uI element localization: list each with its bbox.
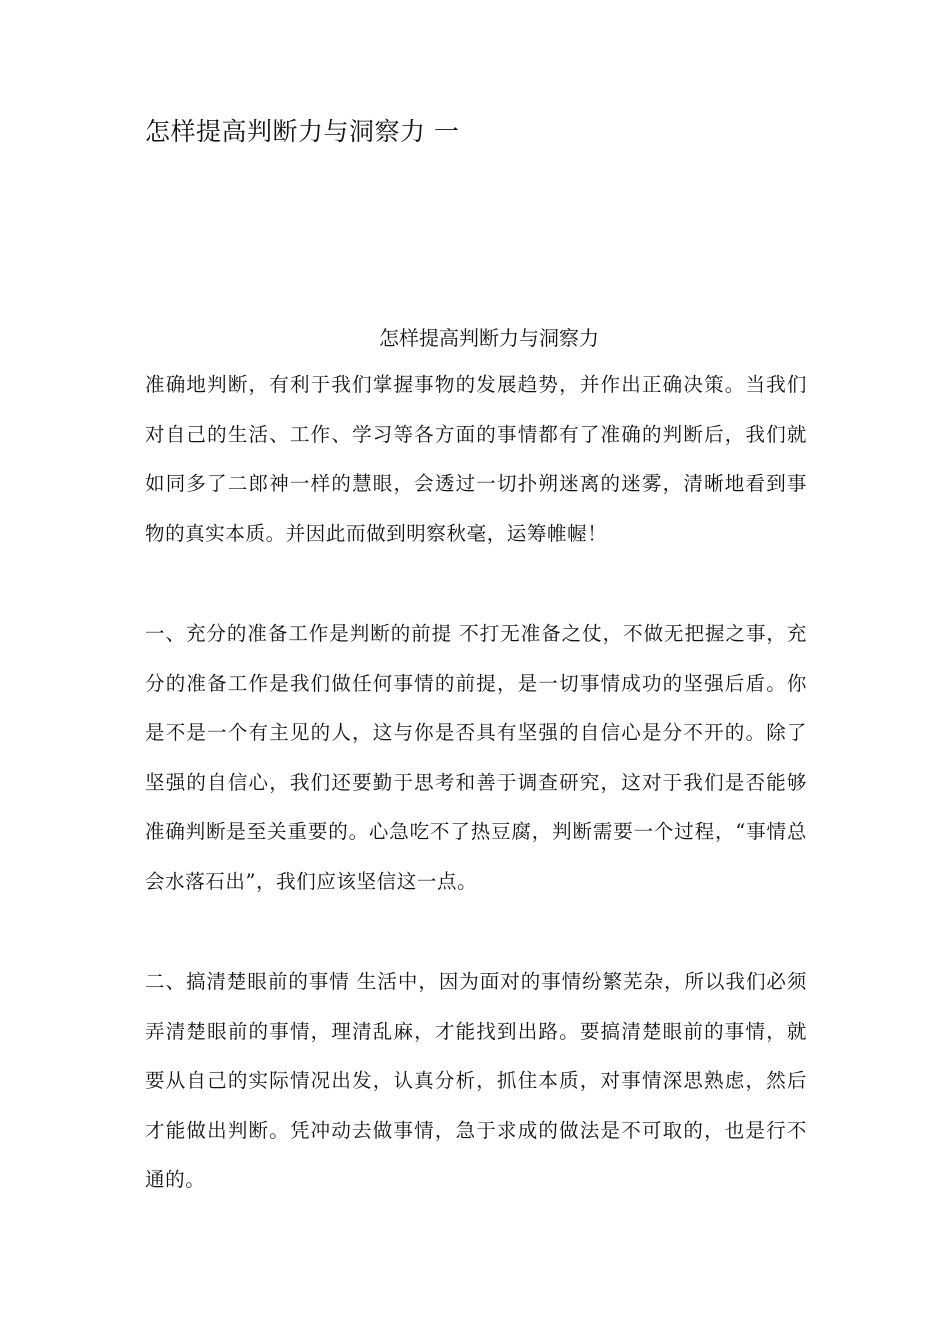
paragraph-intro: 准确地判断，有利于我们掌握事物的发展趋势，并作出正确决策。当我们对自己的生活、工作、学习等各方面的事情都有了准确的判断后，我们就如同多了二郎神一样的慧眼，会透过一切扑朔迷离的迷雾，清晰地看到事物的真实本质。并因此而做到明察秋毫，运筹帷幄！ [145,373,807,545]
article-title: 怎样提高判断力与洞察力 [379,326,599,350]
paragraph-section-two: 二、搞清楚眼前的事情 生活中，因为面对的事情纷繁芜杂，所以我们必须弄清楚眼前的事情，理清乱麻，才能找到出路。要搞清楚眼前的事情，就要从自己的实际情况出发，认真分析，抓住本质，对事情深思熟虑，然后才能做出判断。凭冲动去做事情，急于求成的做法是不可取的，也是行不通的。 [145,970,807,1191]
document-heading: 怎样提高判断力与洞察力 一 [145,117,460,146]
paragraph-section-one: 一、充分的准备工作是判断的前提 不打无准备之仗，不做无把握之事，充分的准备工作是我们做任何事情的前提，是一切事情成功的坚强后盾。你是不是一个有主见的人，这与你是否具有坚强的自信心是分不开的。除了坚强的自信心，我们还要勤于思考和善于调查研究，这对于我们是否能够准确判断是至关重要的。心急吃不了热豆腐，判断需要一个过程，“事情总会水落石出”，我们应该坚信这一点。 [145,622,807,893]
